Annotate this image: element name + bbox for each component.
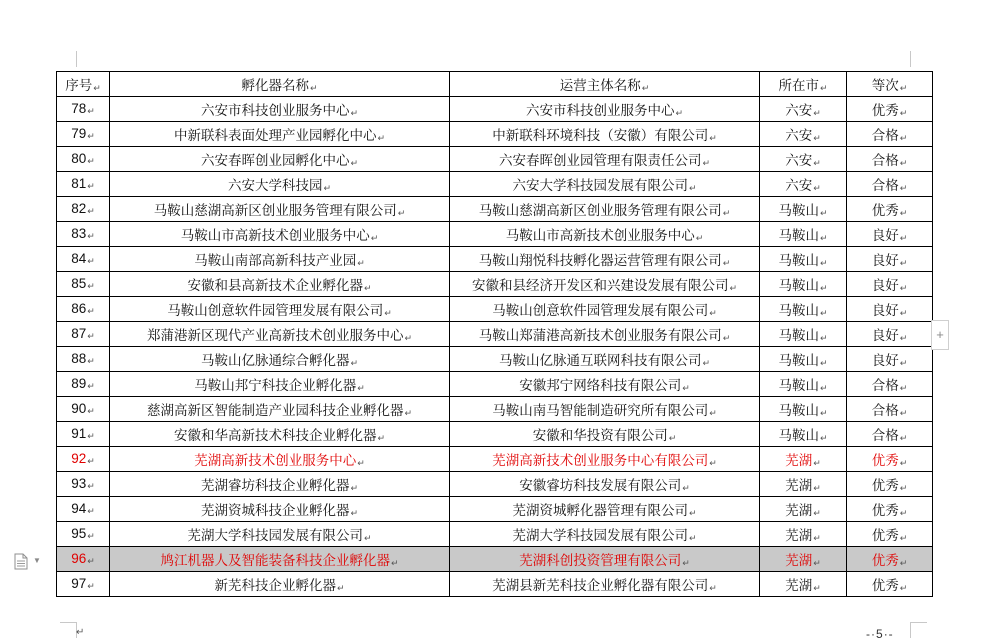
crop-mark-top-right (910, 51, 911, 67)
cell-no: 87 ↵ (57, 322, 110, 347)
table-header-row (57, 72, 933, 97)
cell-city: 马鞍山 ↵ (760, 222, 847, 247)
table-row (57, 272, 933, 297)
crop-mark-top-left (76, 51, 77, 67)
cell-operator-name: 马鞍山慈湖高新区创业服务管理有限公司 ↵ (450, 197, 760, 222)
cell-operator-name: 马鞍山南马智能制造研究所有限公司 ↵ (450, 397, 760, 422)
cell-operator-name: 六安市科技创业服务中心 ↵ (450, 97, 760, 122)
cell-incubator-name: 马鞍山亿脉通综合孵化器 ↵ (110, 347, 450, 372)
cell-grade: 良好 ↵ (847, 322, 933, 347)
cell-grade: 优秀 ↵ (847, 497, 933, 522)
cell-no: 96 ↵ (57, 547, 110, 572)
cell-city: 马鞍山 ↵ (760, 347, 847, 372)
cell-city: 芜湖 ↵ (760, 572, 847, 597)
table-row (57, 97, 933, 122)
cell-city: 芜湖 ↵ (760, 472, 847, 497)
table-body (57, 97, 933, 597)
cell-incubator-name: 芜湖高新技术创业服务中心 ↵ (110, 447, 450, 472)
cell-incubator-name: 芜湖大学科技园发展有限公司 ↵ (110, 522, 450, 547)
cell-operator-name: 芜湖大学科技园发展有限公司 ↵ (450, 522, 760, 547)
cell-operator-name: 安徽邦宁网络科技有限公司 ↵ (450, 372, 760, 397)
cell-grade: 良好 ↵ (847, 247, 933, 272)
cell-no: 82 ↵ (57, 197, 110, 222)
cell-incubator-name: 鸠江机器人及智能装备科技企业孵化器 ↵ (110, 547, 450, 572)
cell-no: 81 ↵ (57, 172, 110, 197)
cell-operator-name: 芜湖高新技术创业服务中心有限公司 ↵ (450, 447, 760, 472)
cell-grade: 优秀 ↵ (847, 97, 933, 122)
cell-city: 马鞍山 ↵ (760, 397, 847, 422)
table-row (57, 497, 933, 522)
cell-operator-name: 中新联科环境科技（安徽）有限公司 ↵ (450, 122, 760, 147)
cell-incubator-name: 马鞍山邦宁科技企业孵化器 ↵ (110, 372, 450, 397)
cell-operator-name: 芜湖科创投资管理有限公司 ↵ (450, 547, 760, 572)
cell-operator-name: 芜湖资城孵化器管理有限公司 ↵ (450, 497, 760, 522)
cell-operator-name: 马鞍山翔悦科技孵化器运营管理有限公司 ↵ (450, 247, 760, 272)
cell-grade: 优秀 ↵ (847, 447, 933, 472)
cell-city: 马鞍山 ↵ (760, 197, 847, 222)
cell-no: 91 ↵ (57, 422, 110, 447)
cell-city: 六安 ↵ (760, 172, 847, 197)
cell-no: 84 ↵ (57, 247, 110, 272)
header-incubator-name: 孵化器名称 ↵ (110, 72, 450, 97)
page-number: -·5·- (866, 627, 894, 641)
cell-no: 78 ↵ (57, 97, 110, 122)
cell-city: 六安 ↵ (760, 122, 847, 147)
cell-grade: 优秀 ↵ (847, 197, 933, 222)
cell-city: 芜湖 ↵ (760, 547, 847, 572)
cell-incubator-name: 六安春晖创业园孵化中心 ↵ (110, 147, 450, 172)
cell-grade: 优秀 ↵ (847, 572, 933, 597)
cell-incubator-name: 马鞍山市高新技术创业服务中心 ↵ (110, 222, 450, 247)
cell-incubator-name: 马鞍山南部高新科技产业园 ↵ (110, 247, 450, 272)
cell-no: 86 ↵ (57, 297, 110, 322)
cell-incubator-name: 安徽和县高新技术企业孵化器 ↵ (110, 272, 450, 297)
cell-grade: 优秀 ↵ (847, 522, 933, 547)
document-icon[interactable] (13, 553, 29, 575)
table-row (57, 372, 933, 397)
cell-grade: 良好 ↵ (847, 297, 933, 322)
table-row (57, 322, 933, 347)
table-row (57, 397, 933, 422)
cell-city: 六安 ↵ (760, 97, 847, 122)
cell-operator-name: 芜湖县新芜科技企业孵化器有限公司 ↵ (450, 572, 760, 597)
cell-no: 89 ↵ (57, 372, 110, 397)
crop-mark-bottom-right-h (911, 622, 927, 623)
table-row (57, 247, 933, 272)
cell-no: 95 ↵ (57, 522, 110, 547)
cell-incubator-name: 中新联科表面处理产业园孵化中心 ↵ (110, 122, 450, 147)
cell-city: 马鞍山 ↵ (760, 372, 847, 397)
cell-no: 85 ↵ (57, 272, 110, 297)
crop-mark-bottom-right (910, 622, 911, 638)
cell-grade: 合格 ↵ (847, 172, 933, 197)
header-grade: 等次 ↵ (847, 72, 933, 97)
table-row (57, 347, 933, 372)
cell-incubator-name: 芜湖资城科技企业孵化器 ↵ (110, 497, 450, 522)
chevron-down-icon[interactable]: ▼ (33, 556, 41, 565)
cell-incubator-name: 马鞍山创意软件园管理发展有限公司 ↵ (110, 297, 450, 322)
header-no: 序号 ↵ (57, 72, 110, 97)
cell-operator-name: 六安大学科技园发展有限公司 ↵ (450, 172, 760, 197)
header-city: 所在市 ↵ (760, 72, 847, 97)
cell-no: 79 ↵ (57, 122, 110, 147)
cell-city: 马鞍山 ↵ (760, 322, 847, 347)
cell-city: 芜湖 ↵ (760, 522, 847, 547)
table-row (57, 572, 933, 597)
table-row (57, 147, 933, 172)
cell-city: 马鞍山 ↵ (760, 297, 847, 322)
table-row (57, 297, 933, 322)
crop-mark-bottom-left-h (60, 622, 76, 623)
cell-city: 马鞍山 ↵ (760, 422, 847, 447)
table-row (57, 522, 933, 547)
cell-grade: 合格 ↵ (847, 122, 933, 147)
cell-operator-name: 安徽和县经济开发区和兴建设发展有限公司 ↵ (450, 272, 760, 297)
cell-grade: 优秀 ↵ (847, 472, 933, 497)
cell-no: 92 ↵ (57, 447, 110, 472)
cell-no: 83 ↵ (57, 222, 110, 247)
cell-city: 马鞍山 ↵ (760, 272, 847, 297)
cell-operator-name: 马鞍山市高新技术创业服务中心 ↵ (450, 222, 760, 247)
cell-no: 97 ↵ (57, 572, 110, 597)
table-row (57, 422, 933, 447)
cell-grade: 良好 ↵ (847, 272, 933, 297)
cell-city: 芜湖 ↵ (760, 447, 847, 472)
table-row (57, 472, 933, 497)
cell-no: 80 ↵ (57, 147, 110, 172)
cell-grade: 良好 ↵ (847, 222, 933, 247)
cell-operator-name: 马鞍山创意软件园管理发展有限公司 ↵ (450, 297, 760, 322)
cell-incubator-name: 马鞍山慈湖高新区创业服务管理有限公司 ↵ (110, 197, 450, 222)
cell-incubator-name: 六安市科技创业服务中心 ↵ (110, 97, 450, 122)
cell-incubator-name: 芜湖睿坊科技企业孵化器 ↵ (110, 472, 450, 497)
cell-no: 93 ↵ (57, 472, 110, 497)
cell-no: 88 ↵ (57, 347, 110, 372)
cell-grade: 合格 ↵ (847, 397, 933, 422)
paragraph-mark-icon: ↵ (76, 627, 85, 638)
cell-incubator-name: 新芜科技企业孵化器 ↵ (110, 572, 450, 597)
cell-grade: 优秀 ↵ (847, 547, 933, 572)
table-row (57, 172, 933, 197)
table-row (57, 197, 933, 222)
cell-city: 芜湖 ↵ (760, 497, 847, 522)
cell-city: 六安 ↵ (760, 147, 847, 172)
incubator-table (56, 71, 933, 597)
cell-grade: 合格 ↵ (847, 147, 933, 172)
cell-city: 马鞍山 ↵ (760, 247, 847, 272)
cell-grade: 合格 ↵ (847, 422, 933, 447)
cell-grade: 合格 ↵ (847, 372, 933, 397)
cell-operator-name: 六安春晖创业园管理有限责任公司 ↵ (450, 147, 760, 172)
cell-operator-name: 安徽和华投资有限公司 ↵ (450, 422, 760, 447)
cell-no: 94 ↵ (57, 497, 110, 522)
cell-incubator-name: 六安大学科技园 ↵ (110, 172, 450, 197)
table-row (57, 547, 933, 572)
cell-no: 90 ↵ (57, 397, 110, 422)
table-row (57, 447, 933, 472)
cell-operator-name: 马鞍山亿脉通互联网科技有限公司 ↵ (450, 347, 760, 372)
cell-operator-name: 安徽睿坊科技发展有限公司 ↵ (450, 472, 760, 497)
cell-incubator-name: 慈湖高新区智能制造产业园科技企业孵化器 ↵ (110, 397, 450, 422)
cell-incubator-name: 安徽和华高新技术科技企业孵化器 ↵ (110, 422, 450, 447)
cell-operator-name: 马鞍山郑蒲港高新技术创业服务有限公司 ↵ (450, 322, 760, 347)
cell-incubator-name: 郑蒲港新区现代产业高新技术创业服务中心 ↵ (110, 322, 450, 347)
table-row (57, 122, 933, 147)
table-row (57, 222, 933, 247)
header-operator-name: 运营主体名称 ↵ (450, 72, 760, 97)
cell-grade: 良好 ↵ (847, 347, 933, 372)
plus-icon[interactable]: + (931, 320, 949, 350)
